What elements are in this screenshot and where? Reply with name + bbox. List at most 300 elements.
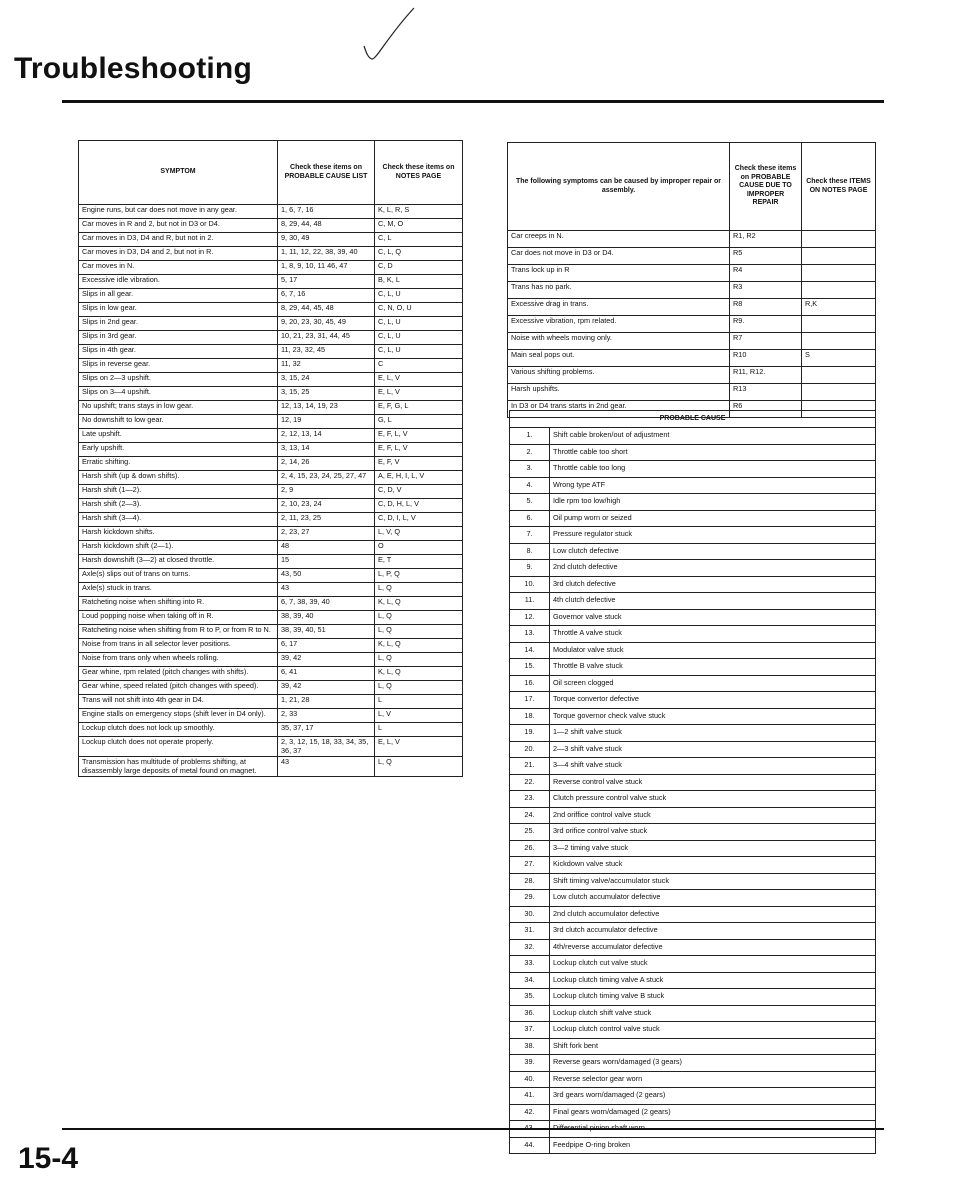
notes-items-cell: L, Q bbox=[375, 625, 463, 639]
symptom-cell: Harsh shift (1—2). bbox=[79, 485, 278, 499]
cause-number-cell: 10. bbox=[510, 576, 550, 593]
cause-number-cell: 9. bbox=[510, 560, 550, 577]
table-row bbox=[510, 692, 876, 709]
table-row bbox=[79, 331, 463, 345]
notes-items-cell: K, L, Q bbox=[375, 597, 463, 611]
table-row bbox=[510, 675, 876, 692]
symptom-cell: No upshift; trans stays in low gear. bbox=[79, 401, 278, 415]
table-row bbox=[508, 350, 876, 367]
symptom-cell: Engine runs, but car does not move in any gear. bbox=[79, 205, 278, 219]
notes-items-cell: E, L, V bbox=[375, 373, 463, 387]
symptom-cell: Erratic shifting. bbox=[79, 457, 278, 471]
cause-number-cell: 7. bbox=[510, 527, 550, 544]
notes-items-cell: L, Q bbox=[375, 653, 463, 667]
probable-cause-items-cell: 2, 9 bbox=[278, 485, 375, 499]
improper-cause-items-cell: R3 bbox=[730, 282, 802, 299]
table-row bbox=[510, 725, 876, 742]
cause-description-cell: Lockup clutch timing valve A stuck bbox=[550, 972, 876, 989]
improper-notes-cell bbox=[802, 316, 876, 333]
cause-number-cell: 21. bbox=[510, 758, 550, 775]
improper-cause-items-cell: R6 bbox=[730, 401, 802, 418]
table-row bbox=[510, 807, 876, 824]
cause-number-cell: 30. bbox=[510, 906, 550, 923]
symptom-cell: Car moves in N. bbox=[79, 261, 278, 275]
symptom-cell: Engine stalls on emergency stops (shift lever in D4 only). bbox=[79, 709, 278, 723]
symptom-cell: Noise from trans only when wheels rolling. bbox=[79, 653, 278, 667]
table-row bbox=[510, 1022, 876, 1039]
symptom-cell: Harsh shift (2—3). bbox=[79, 499, 278, 513]
symptom-cell: Excessive idle vibration. bbox=[79, 275, 278, 289]
improper-notes-cell bbox=[802, 333, 876, 350]
probable-cause-items-cell: 48 bbox=[278, 541, 375, 555]
table-row bbox=[508, 265, 876, 282]
table-row bbox=[79, 401, 463, 415]
probable-cause-items-cell: 2, 12, 13, 14 bbox=[278, 429, 375, 443]
table-row bbox=[79, 527, 463, 541]
probable-cause-items-cell: 8, 29, 44, 45, 48 bbox=[278, 303, 375, 317]
cause-number-cell: 28. bbox=[510, 873, 550, 890]
table-row bbox=[79, 219, 463, 233]
cause-description-cell: Lockup clutch cut valve stuck bbox=[550, 956, 876, 973]
table-row bbox=[79, 485, 463, 499]
table-row bbox=[79, 597, 463, 611]
notes-items-cell: E, F, L, V bbox=[375, 429, 463, 443]
improper-notes-cell bbox=[802, 367, 876, 384]
notes-items-cell: E, L, V bbox=[375, 737, 463, 757]
symptom-header: SYMPTOM bbox=[79, 141, 278, 205]
table-row bbox=[79, 289, 463, 303]
cause-description-cell: Shift timing valve/accumulator stuck bbox=[550, 873, 876, 890]
table-row bbox=[510, 1137, 876, 1154]
improper-cause-items-cell: R11, R12. bbox=[730, 367, 802, 384]
probable-cause-items-cell: 15 bbox=[278, 555, 375, 569]
table-row bbox=[79, 415, 463, 429]
cause-description-cell: Throttle B valve stuck bbox=[550, 659, 876, 676]
improper-symptom-cell: Excessive vibration, rpm related. bbox=[508, 316, 730, 333]
table-row bbox=[510, 1071, 876, 1088]
table-row bbox=[79, 247, 463, 261]
cause-description-cell: 2nd clutch defective bbox=[550, 560, 876, 577]
cause-number-cell: 24. bbox=[510, 807, 550, 824]
notes-items-cell: C, D, H, L, V bbox=[375, 499, 463, 513]
symptom-cell: Car moves in D3, D4 and R, but not in 2. bbox=[79, 233, 278, 247]
table-row bbox=[510, 857, 876, 874]
cause-number-cell: 11. bbox=[510, 593, 550, 610]
table-row bbox=[510, 477, 876, 494]
probable-cause-table bbox=[509, 410, 876, 1154]
table-row bbox=[510, 444, 876, 461]
table-row bbox=[79, 681, 463, 695]
table-row bbox=[79, 583, 463, 597]
probable-cause-items-cell: 11, 32 bbox=[278, 359, 375, 373]
symptom-cell: Noise from trans in all selector lever positions. bbox=[79, 639, 278, 653]
notes-items-cell: E, F, L, V bbox=[375, 443, 463, 457]
notes-items-cell: L bbox=[375, 695, 463, 709]
symptom-cell: Slips in 3rd gear. bbox=[79, 331, 278, 345]
cause-description-cell: Oil pump worn or seized bbox=[550, 510, 876, 527]
table-row bbox=[510, 890, 876, 907]
table-row bbox=[510, 461, 876, 478]
improper-symptom-cell: Car does not move in D3 or D4. bbox=[508, 248, 730, 265]
handwritten-check-mark-icon bbox=[358, 6, 418, 64]
table-row bbox=[79, 205, 463, 219]
notes-items-cell: O bbox=[375, 541, 463, 555]
probable-cause-items-cell: 2, 4, 15, 23, 24, 25, 27, 47 bbox=[278, 471, 375, 485]
symptom-cell: No downshift to low gear. bbox=[79, 415, 278, 429]
cause-number-cell: 37. bbox=[510, 1022, 550, 1039]
cause-description-cell: Torque governor check valve stuck bbox=[550, 708, 876, 725]
cause-number-cell: 42. bbox=[510, 1104, 550, 1121]
cause-number-cell: 18. bbox=[510, 708, 550, 725]
probable-cause-items-cell: 1, 11, 12, 22, 38, 39, 40 bbox=[278, 247, 375, 261]
notes-items-cell: E, F, V bbox=[375, 457, 463, 471]
probable-cause-items-cell: 43 bbox=[278, 583, 375, 597]
cause-description-cell: Feedpipe O-ring broken bbox=[550, 1137, 876, 1154]
cause-description-cell: Pressure regulator stuck bbox=[550, 527, 876, 544]
table-row bbox=[510, 939, 876, 956]
improper-cause-items-cell: R5 bbox=[730, 248, 802, 265]
table-row bbox=[510, 609, 876, 626]
cause-description-cell: Torque convertor defective bbox=[550, 692, 876, 709]
improper-notes-cell bbox=[802, 265, 876, 282]
cause-description-cell: Shift cable broken/out of adjustment bbox=[550, 428, 876, 445]
probable-cause-items-cell: 1, 8, 9, 10, 11 46, 47 bbox=[278, 261, 375, 275]
table-row bbox=[79, 373, 463, 387]
table-row bbox=[510, 1038, 876, 1055]
page-title: Troubleshooting bbox=[14, 52, 252, 85]
table-row bbox=[79, 723, 463, 737]
probable-cause-items-cell: 3, 15, 24 bbox=[278, 373, 375, 387]
cause-number-cell: 6. bbox=[510, 510, 550, 527]
table-row bbox=[510, 972, 876, 989]
symptom-cell: Ratcheting noise when shifting into R. bbox=[79, 597, 278, 611]
notes-items-cell: L, Q bbox=[375, 681, 463, 695]
table-row bbox=[510, 428, 876, 445]
cause-description-cell: Throttle A valve stuck bbox=[550, 626, 876, 643]
symptom-cell: Lockup clutch does not operate properly. bbox=[79, 737, 278, 757]
cause-number-cell: 31. bbox=[510, 923, 550, 940]
cause-description-cell: Oil screen clogged bbox=[550, 675, 876, 692]
notes-items-cell: L, Q bbox=[375, 611, 463, 625]
symptom-cell: Lockup clutch does not lock up smoothly. bbox=[79, 723, 278, 737]
cause-description-cell: Low clutch defective bbox=[550, 543, 876, 560]
cause-description-cell: Modulator valve stuck bbox=[550, 642, 876, 659]
probable-cause-items-cell: 12, 13, 14, 19, 23 bbox=[278, 401, 375, 415]
improper-symptom-header: The following symptoms can be caused by improper repair or assembly. bbox=[508, 143, 730, 231]
table-row bbox=[510, 741, 876, 758]
improper-notes-cell bbox=[802, 231, 876, 248]
improper-cause-header: Check these items on PROBABLE CAUSE DUE TO IMPROPER REPAIR bbox=[730, 143, 802, 231]
notes-items-cell: C, L, Q bbox=[375, 247, 463, 261]
notes-items-cell: E, F, G, L bbox=[375, 401, 463, 415]
table-row bbox=[79, 303, 463, 317]
table-row bbox=[508, 333, 876, 350]
cause-description-cell: Governor valve stuck bbox=[550, 609, 876, 626]
improper-cause-items-cell: R13 bbox=[730, 384, 802, 401]
symptom-cell: Axle(s) stuck in trans. bbox=[79, 583, 278, 597]
table-row bbox=[79, 667, 463, 681]
cause-number-cell: 40. bbox=[510, 1071, 550, 1088]
improper-symptom-cell: Car creeps in N. bbox=[508, 231, 730, 248]
table-row bbox=[510, 956, 876, 973]
cause-number-cell: 12. bbox=[510, 609, 550, 626]
symptom-cell: Slips in 2nd gear. bbox=[79, 317, 278, 331]
notes-items-cell: L, V bbox=[375, 709, 463, 723]
improper-symptom-cell: Trans lock up in R bbox=[508, 265, 730, 282]
symptom-cell: Gear whine, rpm related (pitch changes with shifts). bbox=[79, 667, 278, 681]
top-rule bbox=[62, 100, 884, 103]
table-row bbox=[510, 708, 876, 725]
table-row bbox=[510, 494, 876, 511]
table-row bbox=[79, 261, 463, 275]
notes-items-cell: L bbox=[375, 723, 463, 737]
table-row bbox=[79, 499, 463, 513]
improper-repair-table bbox=[507, 142, 876, 418]
cause-description-cell: Kickdown valve stuck bbox=[550, 857, 876, 874]
cause-number-cell: 44. bbox=[510, 1137, 550, 1154]
probable-cause-header: PROBABLE CAUSE bbox=[510, 411, 876, 428]
table-row bbox=[79, 429, 463, 443]
table-row bbox=[510, 873, 876, 890]
cause-number-cell: 15. bbox=[510, 659, 550, 676]
notes-items-cell: B, K, L bbox=[375, 275, 463, 289]
notes-items-cell: C bbox=[375, 359, 463, 373]
probable-cause-items-cell: 43 bbox=[278, 757, 375, 777]
improper-cause-items-cell: R4 bbox=[730, 265, 802, 282]
notes-items-cell: C, N, O, U bbox=[375, 303, 463, 317]
symptom-cell: Late upshift. bbox=[79, 429, 278, 443]
table-row bbox=[510, 1055, 876, 1072]
improper-symptom-cell: Excessive drag in trans. bbox=[508, 299, 730, 316]
cause-number-cell: 33. bbox=[510, 956, 550, 973]
table-row bbox=[79, 317, 463, 331]
cause-number-cell: 29. bbox=[510, 890, 550, 907]
probable-cause-items-cell: 1, 21, 28 bbox=[278, 695, 375, 709]
cause-description-cell: Final gears worn/damaged (2 gears) bbox=[550, 1104, 876, 1121]
improper-cause-items-cell: R8 bbox=[730, 299, 802, 316]
improper-cause-items-cell: R7 bbox=[730, 333, 802, 350]
cause-number-cell: 25. bbox=[510, 824, 550, 841]
cause-description-cell: Reverse selector gear worn bbox=[550, 1071, 876, 1088]
notes-items-cell: L, Q bbox=[375, 583, 463, 597]
cause-description-cell: Throttle cable too short bbox=[550, 444, 876, 461]
table-row bbox=[79, 625, 463, 639]
cause-description-cell: Lockup clutch control valve stuck bbox=[550, 1022, 876, 1039]
notes-items-cell: C, M, O bbox=[375, 219, 463, 233]
table-row bbox=[510, 543, 876, 560]
notes-items-cell: L, Q bbox=[375, 757, 463, 777]
symptom-cell: Slips on 3—4 upshift. bbox=[79, 387, 278, 401]
cause-number-cell: 3. bbox=[510, 461, 550, 478]
table-row bbox=[79, 611, 463, 625]
notes-items-cell: C, L, U bbox=[375, 289, 463, 303]
symptom-cell: Harsh shift (up & down shifts). bbox=[79, 471, 278, 485]
table-row bbox=[510, 560, 876, 577]
symptom-cell: Slips in all gear. bbox=[79, 289, 278, 303]
cause-number-cell: 22. bbox=[510, 774, 550, 791]
cause-number-cell: 39. bbox=[510, 1055, 550, 1072]
probable-cause-items-cell: 3, 13, 14 bbox=[278, 443, 375, 457]
notes-items-cell: C, L, U bbox=[375, 331, 463, 345]
table-row bbox=[508, 316, 876, 333]
improper-notes-cell: S bbox=[802, 350, 876, 367]
improper-notes-cell: R,K bbox=[802, 299, 876, 316]
probable-cause-items-cell: 39, 42 bbox=[278, 681, 375, 695]
probable-cause-items-cell: 35, 37, 17 bbox=[278, 723, 375, 737]
probable-cause-items-cell: 11, 23, 32, 45 bbox=[278, 345, 375, 359]
cause-number-cell: 34. bbox=[510, 972, 550, 989]
table-row bbox=[510, 659, 876, 676]
cause-number-cell: 32. bbox=[510, 939, 550, 956]
probable-cause-items-cell: 2, 11, 23, 25 bbox=[278, 513, 375, 527]
table-row bbox=[508, 384, 876, 401]
table-row bbox=[79, 709, 463, 723]
cause-description-cell: 3rd orifice control valve stuck bbox=[550, 824, 876, 841]
table-row bbox=[79, 569, 463, 583]
cause-description-cell: 2—3 shift valve stuck bbox=[550, 741, 876, 758]
table-row bbox=[510, 642, 876, 659]
table-row bbox=[510, 1088, 876, 1105]
probable-cause-items-cell: 6, 7, 38, 39, 40 bbox=[278, 597, 375, 611]
cause-number-cell: 35. bbox=[510, 989, 550, 1006]
table-row bbox=[79, 457, 463, 471]
table-row bbox=[79, 757, 463, 777]
symptom-cell: Slips in reverse gear. bbox=[79, 359, 278, 373]
table-row bbox=[510, 774, 876, 791]
symptom-cell: Early upshift. bbox=[79, 443, 278, 457]
cause-description-cell: Reverse gears worn/damaged (3 gears) bbox=[550, 1055, 876, 1072]
improper-notes-cell bbox=[802, 248, 876, 265]
cause-description-cell: 2nd clutch accumulator defective bbox=[550, 906, 876, 923]
table-row bbox=[510, 1005, 876, 1022]
table-row bbox=[79, 737, 463, 757]
cause-description-cell: Lockup clutch timing valve B stuck bbox=[550, 989, 876, 1006]
symptom-cell: Transmission has multitude of problems shifting, at disassembly large deposits of metal found on magnet. bbox=[79, 757, 278, 777]
table-row bbox=[79, 513, 463, 527]
probable-cause-items-cell: 2, 10, 23, 24 bbox=[278, 499, 375, 513]
table-row bbox=[510, 626, 876, 643]
symptom-cell: Ratcheting noise when shifting from R to P, or from R to N. bbox=[79, 625, 278, 639]
table-row bbox=[79, 471, 463, 485]
probable-cause-items-cell: 10, 21, 23, 31, 44, 45 bbox=[278, 331, 375, 345]
probable-cause-items-cell: 9, 20, 23, 30, 45, 49 bbox=[278, 317, 375, 331]
notes-items-cell: K, L, Q bbox=[375, 667, 463, 681]
cause-description-cell: Wrong type ATF bbox=[550, 477, 876, 494]
improper-symptom-cell: Main seal pops out. bbox=[508, 350, 730, 367]
table-row bbox=[508, 367, 876, 384]
improper-symptom-cell: Various shifting problems. bbox=[508, 367, 730, 384]
probable-cause-items-cell: 2, 23, 27 bbox=[278, 527, 375, 541]
page-number: 15-4 bbox=[18, 1142, 79, 1175]
probable-cause-items-cell: 6, 7, 16 bbox=[278, 289, 375, 303]
cause-number-cell: 13. bbox=[510, 626, 550, 643]
notes-items-cell: A, E, H, I, L, V bbox=[375, 471, 463, 485]
symptom-cell: Slips in 4th gear. bbox=[79, 345, 278, 359]
probable-cause-items-cell: 6, 17 bbox=[278, 639, 375, 653]
table-row bbox=[79, 555, 463, 569]
probable-cause-items-cell: 2, 33 bbox=[278, 709, 375, 723]
notes-items-cell: L, P, Q bbox=[375, 569, 463, 583]
table-row bbox=[508, 299, 876, 316]
cause-number-cell: 5. bbox=[510, 494, 550, 511]
table-row bbox=[79, 345, 463, 359]
cause-number-cell: 20. bbox=[510, 741, 550, 758]
notes-items-cell: E, T bbox=[375, 555, 463, 569]
cause-number-cell: 41. bbox=[510, 1088, 550, 1105]
cause-description-cell: 3rd gears worn/damaged (2 gears) bbox=[550, 1088, 876, 1105]
cause-number-cell: 17. bbox=[510, 692, 550, 709]
notes-items-cell: C, D, I, L, V bbox=[375, 513, 463, 527]
table-row bbox=[510, 593, 876, 610]
probable-cause-items-cell: 2, 14, 26 bbox=[278, 457, 375, 471]
cause-number-cell: 4. bbox=[510, 477, 550, 494]
improper-notes-cell bbox=[802, 282, 876, 299]
probable-cause-items-cell: 3, 15, 25 bbox=[278, 387, 375, 401]
probable-cause-items-cell: 5, 17 bbox=[278, 275, 375, 289]
cause-number-cell: 36. bbox=[510, 1005, 550, 1022]
cause-description-cell: Idle rpm too low/high bbox=[550, 494, 876, 511]
table-row bbox=[79, 443, 463, 457]
table-row bbox=[510, 510, 876, 527]
cause-number-cell: 19. bbox=[510, 725, 550, 742]
table-row bbox=[510, 989, 876, 1006]
probable-cause-items-cell: 6, 41 bbox=[278, 667, 375, 681]
symptom-cell: Harsh shift (3—4). bbox=[79, 513, 278, 527]
improper-cause-items-cell: R10 bbox=[730, 350, 802, 367]
cause-description-cell: 3rd clutch accumulator defective bbox=[550, 923, 876, 940]
table-row bbox=[510, 840, 876, 857]
cause-description-cell: Throttle cable too long bbox=[550, 461, 876, 478]
table-row bbox=[508, 231, 876, 248]
symptom-cell: Slips in low gear. bbox=[79, 303, 278, 317]
improper-symptom-cell: Trans has no park. bbox=[508, 282, 730, 299]
probable-cause-items-cell: 2, 3, 12, 15, 18, 33, 34, 35, 36, 37 bbox=[278, 737, 375, 757]
table-row bbox=[79, 359, 463, 373]
improper-cause-items-cell: R1, R2 bbox=[730, 231, 802, 248]
notes-items-cell: K, L, R, S bbox=[375, 205, 463, 219]
symptom-cell: Harsh kickdown shift (2—1). bbox=[79, 541, 278, 555]
table-row bbox=[79, 387, 463, 401]
symptom-cell: Trans will not shift into 4th gear in D4. bbox=[79, 695, 278, 709]
notes-items-cell: C, L bbox=[375, 233, 463, 247]
notes-items-cell: C, D, V bbox=[375, 485, 463, 499]
notes-items-cell: C, L, U bbox=[375, 345, 463, 359]
cause-number-cell: 16. bbox=[510, 675, 550, 692]
table-row bbox=[79, 541, 463, 555]
table-row bbox=[79, 639, 463, 653]
symptom-cell: Slips on 2—3 upshift. bbox=[79, 373, 278, 387]
table-row bbox=[79, 653, 463, 667]
probable-cause-items-cell: 8, 29, 44, 48 bbox=[278, 219, 375, 233]
cause-description-cell: 1—2 shift valve stuck bbox=[550, 725, 876, 742]
table-row bbox=[510, 576, 876, 593]
cause-number-cell: 2. bbox=[510, 444, 550, 461]
probable-cause-items-cell: 1, 6, 7, 16 bbox=[278, 205, 375, 219]
cause-description-cell: Low clutch accumulator defective bbox=[550, 890, 876, 907]
probable-cause-items-cell: 43, 50 bbox=[278, 569, 375, 583]
table-row bbox=[508, 248, 876, 265]
cause-description-cell: 3—4 shift valve stuck bbox=[550, 758, 876, 775]
symptom-cell: Harsh downshift (3—2) at closed throttle. bbox=[79, 555, 278, 569]
table-row bbox=[510, 824, 876, 841]
cause-description-cell: 4th clutch defective bbox=[550, 593, 876, 610]
probable-cause-items-cell: 38, 39, 40 bbox=[278, 611, 375, 625]
probable-cause-list-header: Check these items on PROBABLE CAUSE LIST bbox=[278, 141, 375, 205]
probable-cause-items-cell: 38, 39, 40, 51 bbox=[278, 625, 375, 639]
cause-number-cell: 14. bbox=[510, 642, 550, 659]
cause-description-cell: 2nd oriffice control valve stuck bbox=[550, 807, 876, 824]
table-row bbox=[510, 906, 876, 923]
